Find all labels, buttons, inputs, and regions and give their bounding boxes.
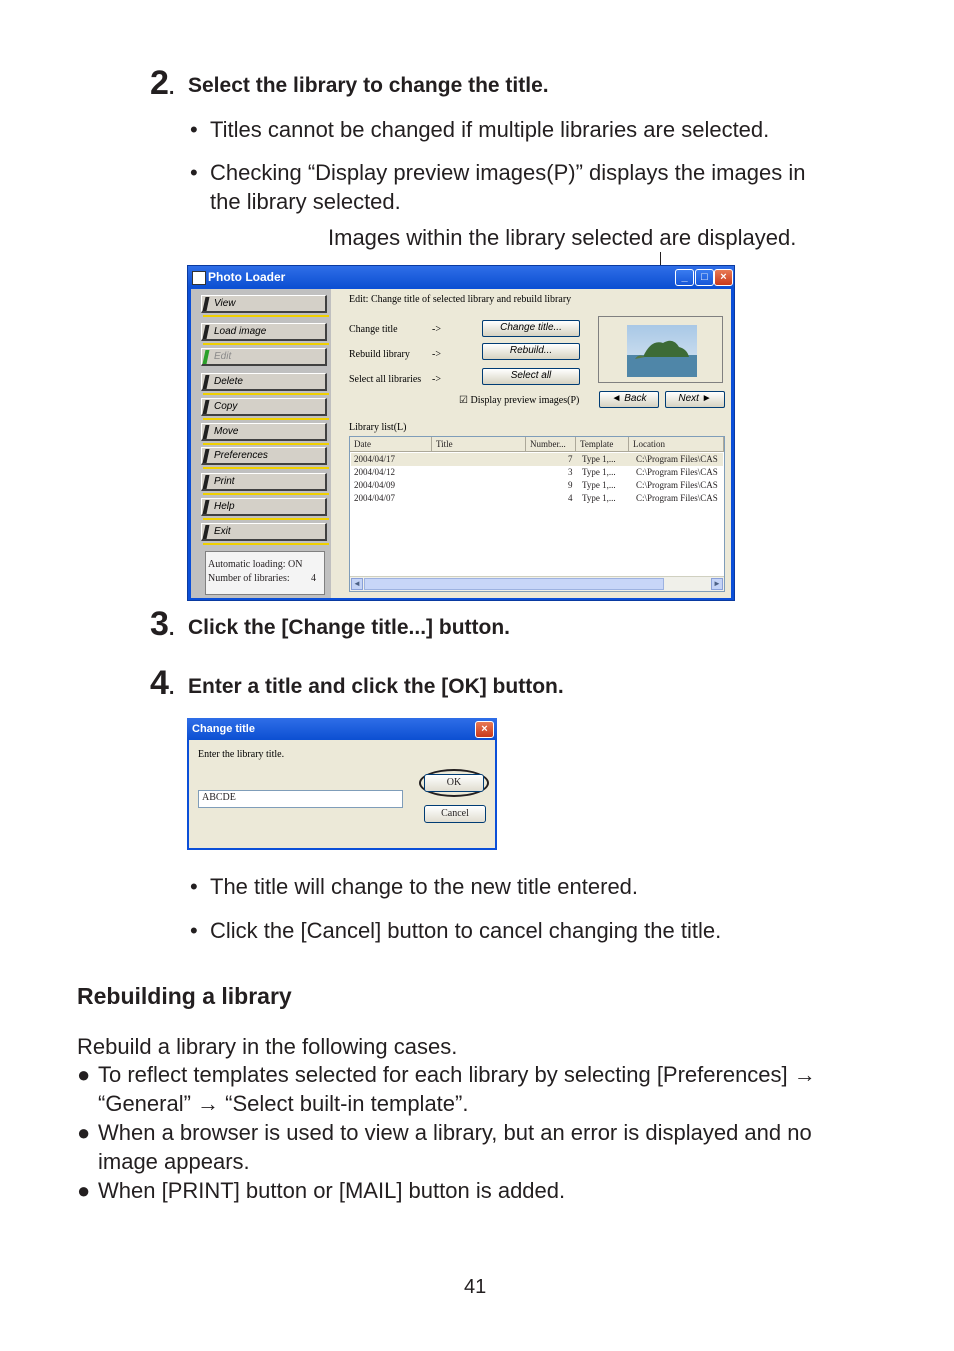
action-arrow: -> <box>432 374 441 385</box>
window-titlebar <box>188 266 734 288</box>
sidebar-copy-button[interactable]: Copy <box>201 398 327 416</box>
preview-pane <box>598 316 723 383</box>
action-label: Change title <box>349 324 398 335</box>
sidebar-move-button[interactable]: Move <box>201 423 327 441</box>
sidebar-delete-button[interactable]: Delete <box>201 373 327 391</box>
sidebar-divider <box>203 418 329 420</box>
action-arrow: -> <box>432 349 441 360</box>
maximize-icon[interactable]: □ <box>695 269 714 286</box>
sidebar-load-image-button[interactable]: Load image <box>201 323 327 341</box>
horizontal-scrollbar[interactable] <box>350 576 724 591</box>
sidebar-divider <box>203 493 329 495</box>
status-box <box>205 551 325 595</box>
scroll-right-icon[interactable]: ► <box>711 578 723 590</box>
sidebar-exit-button[interactable]: Exit <box>201 523 327 541</box>
list-item-text: When a browser is used to view a library, but an error is displayed and no <box>98 1120 812 1145</box>
column-header-title[interactable]: Title <box>432 437 526 452</box>
table-row[interactable] <box>350 466 724 479</box>
checkbox-label: Display preview images(P) <box>470 395 580 406</box>
step-number: 3. <box>150 605 175 643</box>
section-intro: Rebuild a library in the following cases. <box>77 1034 458 1059</box>
preview-checkbox[interactable] <box>459 395 579 406</box>
step-title: Click the [Change title...] button. <box>188 616 510 639</box>
photo-loader-window <box>187 265 735 601</box>
auto-loading-status: Automatic loading: ON <box>208 559 303 570</box>
bullet-item: • Click the [Cancel] button to cancel changing the title. <box>190 918 722 943</box>
cell-template: Type 1,... <box>582 467 616 477</box>
change-title-dialog <box>187 718 497 850</box>
checkbox-icon[interactable]: ☑ <box>459 395 468 406</box>
list-item-text: “General” → “Select built-in template”. <box>98 1091 469 1116</box>
sidebar-divider <box>203 467 329 469</box>
list-item-text: To reflect templates selected for each library by selecting [Preferences] → <box>98 1062 816 1087</box>
sidebar-divider <box>203 543 329 545</box>
dialog-body <box>189 740 495 848</box>
callout-text: Images within the library selected are displayed. <box>328 225 797 250</box>
dialog-prompt: Enter the library title. <box>198 749 285 760</box>
minimize-icon[interactable]: _ <box>675 269 694 286</box>
column-header-number[interactable]: Number... <box>526 437 576 452</box>
cell-location: C:\Program Files\CAS <box>636 480 718 490</box>
cell-date: 2004/04/07 <box>354 493 396 503</box>
cell-date: 2004/04/09 <box>354 480 396 490</box>
list-item-text: When [PRINT] button or [MAIL] button is added. <box>98 1178 566 1203</box>
bullet-item: • Titles cannot be changed if multiple libraries are selected. <box>190 117 770 142</box>
sidebar-print-button[interactable]: Print <box>201 473 327 491</box>
bullet-dot-icon: ● <box>77 1062 91 1087</box>
cell-number: 7 <box>568 454 573 464</box>
column-header-date[interactable]: Date <box>350 437 432 452</box>
rebuild-button[interactable]: Rebuild... <box>482 343 580 360</box>
cell-template: Type 1,... <box>582 454 616 464</box>
sidebar-divider <box>203 343 329 345</box>
table-row[interactable] <box>350 453 724 466</box>
bullet-continuation: the library selected. <box>210 189 401 214</box>
library-count-value: 4 <box>311 573 316 584</box>
title-input[interactable]: ABCDE <box>198 790 403 808</box>
window-title: Photo Loader <box>208 270 286 284</box>
step-number: 4. <box>150 664 175 702</box>
action-label: Select all libraries <box>349 374 422 385</box>
sidebar-divider <box>203 518 329 520</box>
dialog-titlebar <box>187 718 497 740</box>
bullet-dot-icon: ● <box>77 1178 91 1203</box>
bullet-dot-icon: ● <box>77 1120 91 1145</box>
step-title: Enter a title and click the [OK] button. <box>188 675 564 698</box>
cell-location: C:\Program Files\CAS <box>636 493 718 503</box>
back-label[interactable]: Back <box>624 393 647 404</box>
preview-thumbnail-icon <box>627 325 697 377</box>
select-all-button[interactable]: Select all <box>482 368 580 385</box>
app-icon <box>192 271 206 285</box>
step-title: Select the library to change the title. <box>188 74 549 97</box>
edit-header: Edit: Change title of selected library and rebuild library <box>349 294 572 305</box>
list-item-text: image appears. <box>98 1149 250 1174</box>
dialog-title: Change title <box>192 723 255 735</box>
action-label: Rebuild library <box>349 349 410 360</box>
sidebar-divider <box>203 443 329 445</box>
change-title-button[interactable]: Change title... <box>482 320 580 337</box>
library-count-label: Number of libraries: <box>208 573 290 584</box>
page-number: 41 <box>464 1276 487 1298</box>
close-icon[interactable]: × <box>475 721 494 738</box>
column-header-template[interactable]: Template <box>576 437 629 452</box>
cell-location: C:\Program Files\CAS <box>636 454 718 464</box>
sidebar-preferences-button[interactable]: Preferences <box>201 447 327 465</box>
table-row[interactable] <box>350 479 724 492</box>
cell-number: 9 <box>568 480 573 490</box>
cell-template: Type 1,... <box>582 493 616 503</box>
cell-location: C:\Program Files\CAS <box>636 467 718 477</box>
section-heading: Rebuilding a library <box>77 983 292 1009</box>
cell-number: 3 <box>568 467 573 477</box>
scroll-thumb[interactable] <box>364 578 664 590</box>
sidebar <box>191 289 331 598</box>
library-list-label: Library list(L) <box>349 422 407 433</box>
sidebar-help-button[interactable]: Help <box>201 498 327 516</box>
step-number: 2. <box>150 64 175 102</box>
window-body <box>191 289 731 598</box>
bullet-item: • Checking “Display preview images(P)” displays the images in <box>190 160 806 185</box>
cell-date: 2004/04/12 <box>354 467 396 477</box>
cell-template: Type 1,... <box>582 480 616 490</box>
cell-number: 4 <box>568 493 573 503</box>
cancel-button[interactable]: Cancel <box>424 805 486 823</box>
cell-date: 2004/04/17 <box>354 454 396 464</box>
next-label[interactable]: Next <box>678 393 699 404</box>
sidebar-view-button[interactable]: View <box>201 295 327 313</box>
library-list[interactable] <box>349 436 725 592</box>
back-button[interactable]: ◄ Back <box>599 391 659 408</box>
bullet-item: • The title will change to the new title entered. <box>190 874 639 899</box>
ok-button[interactable]: OK <box>424 774 484 792</box>
sidebar-divider <box>203 393 329 395</box>
table-row[interactable] <box>350 492 724 505</box>
column-header-location[interactable]: Location <box>629 437 724 452</box>
next-button[interactable]: Next ► <box>665 391 725 408</box>
action-arrow: -> <box>432 324 441 335</box>
sidebar-edit-button[interactable]: Edit <box>201 348 327 366</box>
close-icon[interactable]: × <box>714 269 733 286</box>
sidebar-divider <box>203 315 329 317</box>
library-count-row <box>208 572 322 586</box>
scroll-left-icon[interactable]: ◄ <box>351 578 363 590</box>
